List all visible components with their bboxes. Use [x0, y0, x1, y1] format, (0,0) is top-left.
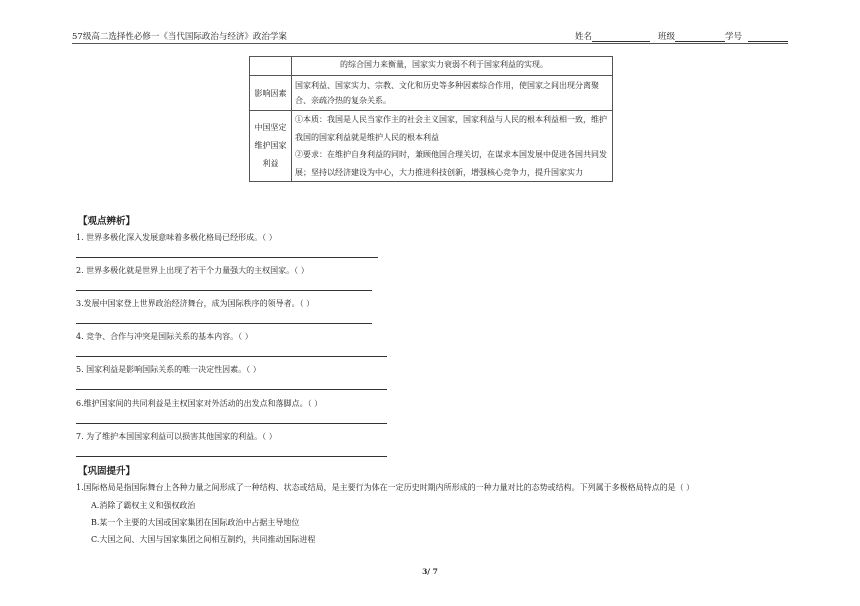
id-field — [725, 30, 788, 42]
table-row — [250, 76, 613, 111]
option-b: B.某一个主要的大国或国家集团在国际政治中占据主导地位 — [91, 518, 300, 527]
name-field — [575, 30, 650, 42]
table-row3-label: 中国坚定维护国家利益 — [250, 111, 292, 182]
table-row2-label: 影响因素 — [250, 76, 292, 111]
name-label: 姓名 — [574, 32, 592, 42]
class-field — [658, 30, 725, 42]
page-number: 3/ 7 — [422, 567, 438, 576]
viewpoint-item-1: 1. 世界多极化深入发展意味着多极化格局已经形成。（ ） — [76, 233, 277, 242]
viewpoint-item-2: 2. 世界多极化就是世界上出现了若干个力量强大的主权国家。（ ） — [76, 266, 309, 275]
table-row3-point1: ①本质：我国是人民当家作主的社会主义国家，国家利益与人民的根本利益相一致，维护我国的国家利益就是维护人民的根本利益 — [295, 115, 607, 142]
answer-line-1[interactable] — [76, 257, 378, 258]
answer-line-7[interactable] — [76, 456, 387, 457]
page-header — [72, 30, 788, 44]
table-row1-content: 的综合国力来衡量，国家实力衰弱不利于国家利益的实现。 — [292, 57, 613, 76]
viewpoint-item-3: 3.发展中国家登上世界政治经济舞台，成为国际秩序的领导者。（ ） — [76, 299, 315, 308]
answer-line-5[interactable] — [76, 389, 387, 390]
viewpoint-item-6: 6.维护国家间的共同利益是主权国家对外活动的出发点和落脚点。（ ） — [76, 399, 323, 408]
option-c: C.大国之间、大国与国家集团之间相互制约，共同推动国际进程 — [91, 535, 316, 544]
table-row3-content — [292, 111, 613, 182]
table-row1-label — [250, 57, 292, 76]
question-1: 1.国际格局是指国际舞台上各种力量之间形成了一种结构、状态或结局，是主要行为体在一定历史时期内所形成的一种力量对比的态势或结构。下列属于多极格局特点的是（ ） — [76, 483, 695, 492]
class-blank — [675, 32, 725, 42]
viewpoint-item-7: 7. 为了维护本国国家利益可以损害其他国家的利益。（ ） — [76, 432, 277, 441]
id-label: 学号 — [724, 32, 742, 42]
answer-line-4[interactable] — [76, 356, 387, 357]
viewpoint-title: 【观点辨析】 — [78, 216, 136, 227]
consolidate-title: 【巩固提升】 — [78, 466, 136, 477]
header-fields — [575, 30, 788, 42]
id-blank — [748, 32, 788, 42]
answer-line-3[interactable] — [76, 323, 372, 324]
viewpoint-item-4: 4. 竞争、合作与冲突是国际关系的基本内容。（ ） — [76, 332, 253, 341]
class-label: 班级 — [657, 32, 675, 42]
answer-line-6[interactable] — [76, 423, 387, 424]
knowledge-table — [249, 56, 613, 182]
answer-line-2[interactable] — [76, 290, 372, 291]
table-row2-content: 国家利益、国家实力、宗教、文化和历史等多种因素综合作用，使国家之间出现分离聚合、亲疏冷热的复杂关系。 — [292, 76, 613, 111]
header-rule — [72, 43, 788, 44]
table-row3-point2: ②要求：在维护自身利益的同时，兼顾他国合理关切，在谋求本国发展中促进各国共同发展；坚持以经济建设为中心，大力推进科技创新，增强核心竞争力，提升国家实力 — [295, 150, 607, 177]
table-row — [250, 57, 613, 76]
header-title: 57级高二选择性必修一《当代国际政治与经济》政治学案 — [72, 32, 287, 42]
viewpoint-item-5: 5. 国家利益是影响国际关系的唯一决定性因素。（ ） — [76, 365, 261, 374]
table-row — [250, 111, 613, 182]
option-a: A.消除了霸权主义和强权政治 — [91, 501, 196, 510]
name-blank — [592, 32, 650, 42]
